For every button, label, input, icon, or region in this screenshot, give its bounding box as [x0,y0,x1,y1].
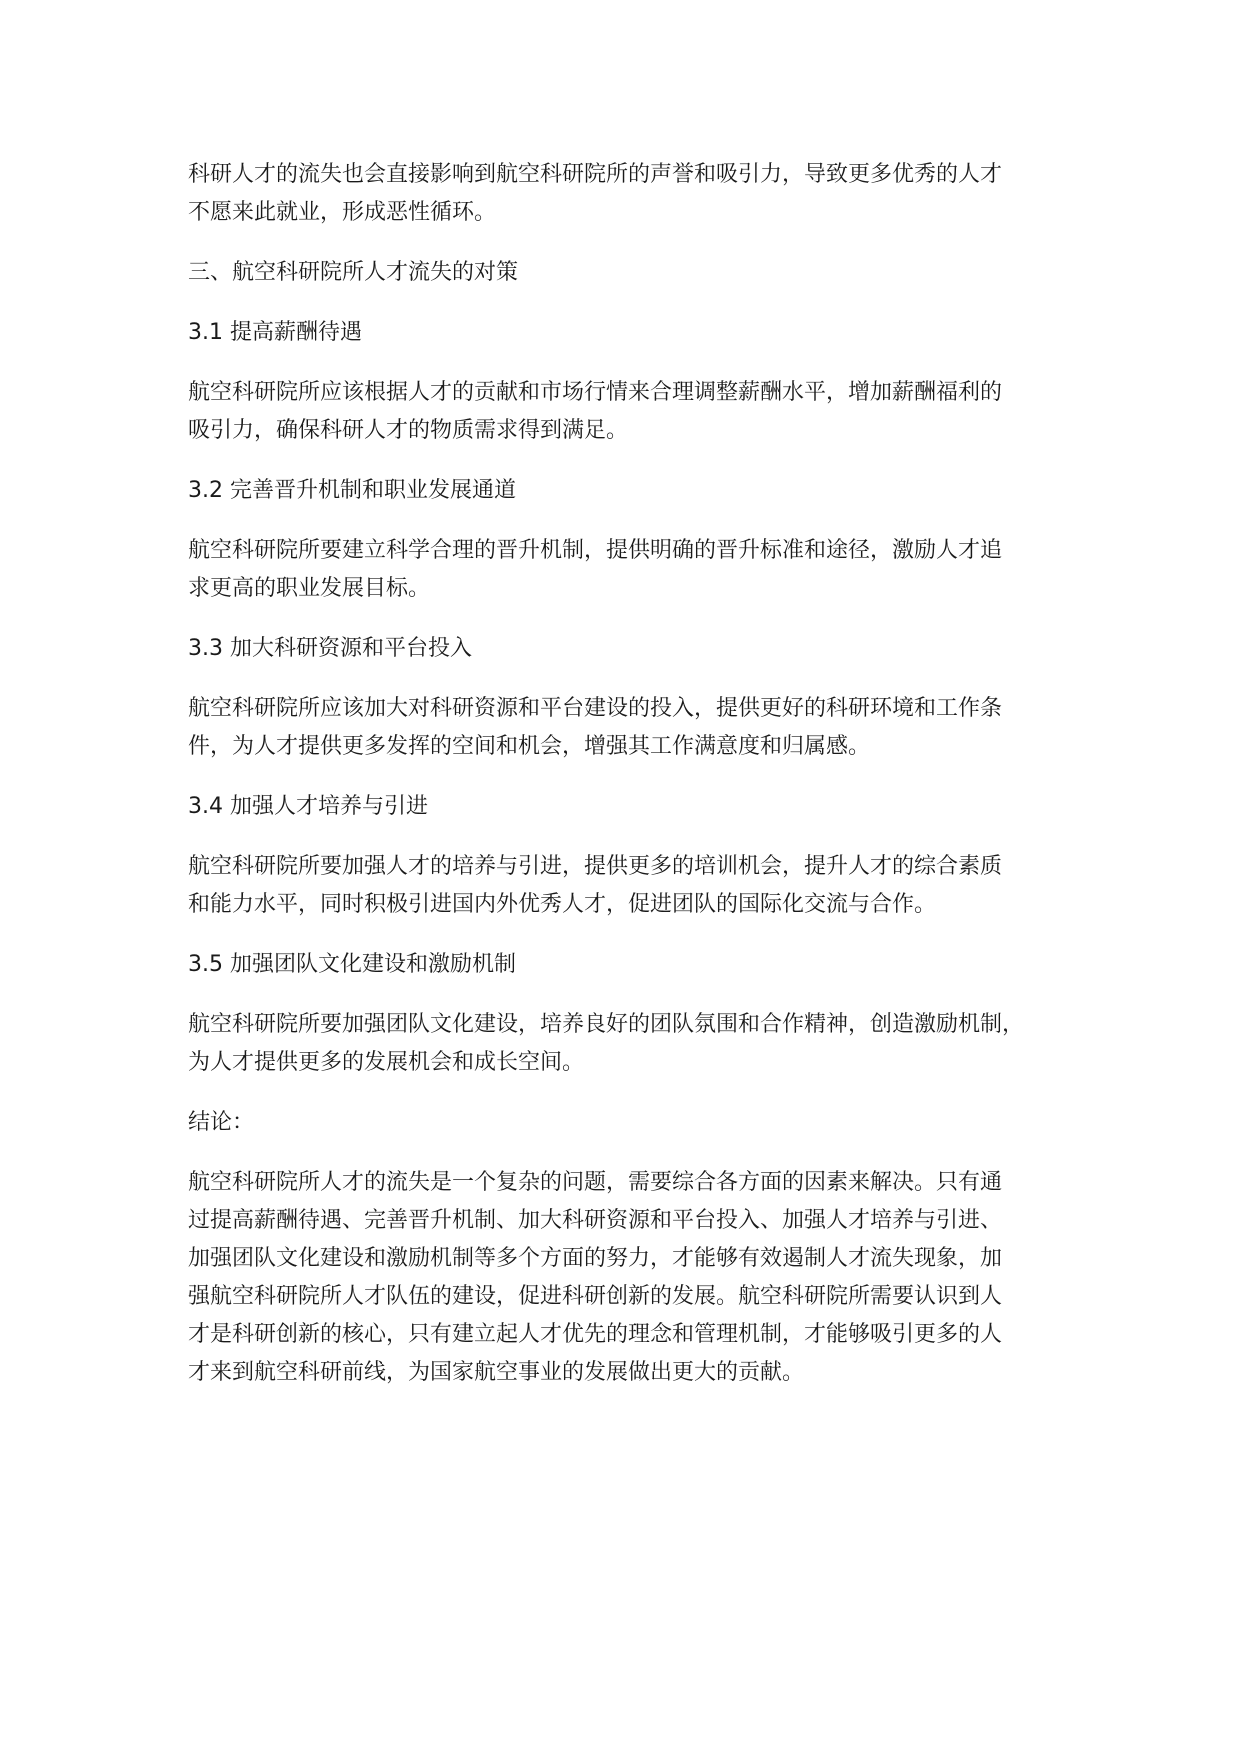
text-line: 航空科研院所人才的流失是一个复杂的问题，需要综合各方面的因素来解决。只有通 [188,1170,1003,1195]
text-line: 科研人才的流失也会直接影响到航空科研院所的声誉和吸引力，导致更多优秀的人才 [188,162,1003,187]
subsection-paragraph-3-3 [188,690,1088,766]
text-line: 才来到航空科研前线，为国家航空事业的发展做出更大的贡献。 [188,1360,805,1385]
subsection-heading-3-4: 3.4 加强人才培养与引进 [188,794,428,819]
text-line: 和能力水平，同时积极引进国内外优秀人才，促进团队的国际化交流与合作。 [188,892,937,917]
text-line: 航空科研院所要加强团队文化建设，培养良好的团队氛围和合作精神，创造激励机制， [188,1012,1025,1037]
conclusion-paragraph [188,1164,1088,1392]
subsection-paragraph-3-5 [188,1006,1088,1082]
text-line: 加强团队文化建设和激励机制等多个方面的努力，才能够有效遏制人才流失现象，加 [188,1246,1003,1271]
document-body [188,156,1088,1414]
text-line: 不愿来此就业，形成恶性循环。 [188,200,497,225]
subsection-paragraph-3-1 [188,374,1088,450]
text-line: 才是科研创新的核心，只有建立起人才优先的理念和管理机制，才能够吸引更多的人 [188,1322,1003,1347]
text-line: 为人才提供更多的发展机会和成长空间。 [188,1050,585,1075]
subsection-heading-3-3: 3.3 加大科研资源和平台投入 [188,636,472,661]
subsection-paragraph-3-2 [188,532,1088,608]
text-line: 过提高薪酬待遇、完善晋升机制、加大科研资源和平台投入、加强人才培养与引进、 [188,1208,1003,1233]
subsection-paragraph-3-4 [188,848,1088,924]
section-title: 三、航空科研院所人才流失的对策 [188,260,519,285]
text-line: 求更高的职业发展目标。 [188,576,431,601]
text-line: 航空科研院所要建立科学合理的晋升机制，提供明确的晋升标准和途径，激励人才追 [188,538,1003,563]
text-line: 件，为人才提供更多发挥的空间和机会，增强其工作满意度和归属感。 [188,734,871,759]
text-line: 吸引力，确保科研人才的物质需求得到满足。 [188,418,629,443]
text-line: 航空科研院所应该加大对科研资源和平台建设的投入，提供更好的科研环境和工作条 [188,696,1003,721]
text-line: 航空科研院所要加强人才的培养与引进，提供更多的培训机会，提升人才的综合素质 [188,854,1003,879]
subsection-heading-3-1: 3.1 提高薪酬待遇 [188,320,362,345]
subsection-heading-3-2: 3.2 完善晋升机制和职业发展通道 [188,478,516,503]
intro-paragraph [188,156,1088,232]
subsection-heading-3-5: 3.5 加强团队文化建设和激励机制 [188,952,516,977]
text-line: 强航空科研院所人才队伍的建设，促进科研创新的发展。航空科研院所需要认识到人 [188,1284,1003,1309]
conclusion-title: 结论： [188,1110,255,1135]
text-line: 航空科研院所应该根据人才的贡献和市场行情来合理调整薪酬水平，增加薪酬福利的 [188,380,1003,405]
